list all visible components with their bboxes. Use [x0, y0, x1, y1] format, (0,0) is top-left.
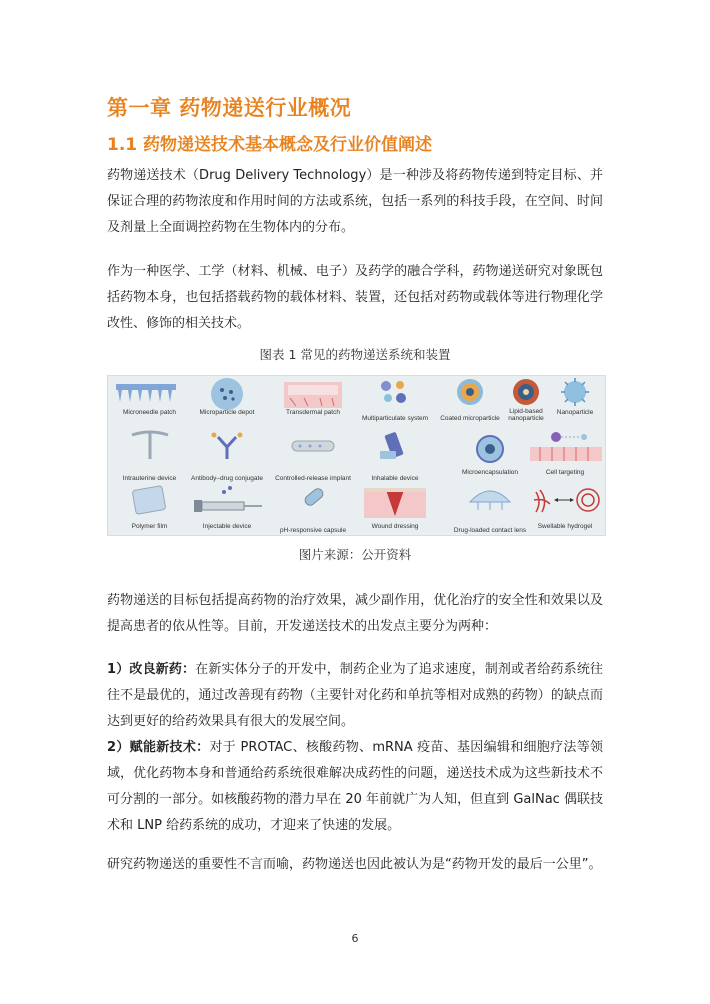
drug-delivery-figure	[107, 375, 606, 536]
paragraph-enabling-tech	[107, 735, 603, 839]
multiparticulate-system-icon	[356, 376, 434, 416]
item-label: Controlled-release implant	[275, 475, 351, 482]
improved-drugs-label: 1）改良新药：	[107, 662, 196, 677]
coated-microparticle-icon	[434, 376, 506, 416]
figure-cell-coated-microparticle	[434, 376, 506, 429]
figure-cell-inhalable	[356, 429, 434, 482]
figure-cell-cell-targeting	[526, 429, 604, 482]
item-label: pH-responsive capsule	[279, 527, 347, 534]
polymer-film-icon	[108, 482, 191, 522]
antibody-drug-conjugate-icon	[184, 429, 270, 469]
figure-source: 图片来源：公开资料	[298, 547, 412, 562]
figure-cell-microparticle-depot	[184, 376, 270, 429]
figure-cell-ph-capsule	[270, 482, 356, 535]
figure-cell-microneedle	[108, 376, 191, 429]
figure-cell-wound-dressing	[356, 482, 434, 535]
paragraph-goals: 药物递送的目标包括提高药物的治疗效果，减少副作用，优化治疗的安全性和效果以及提高患者的依从性等。目前，开发递送技术的出发点主要分为两种：	[107, 593, 603, 634]
item-label: Microneedle patch	[122, 409, 177, 416]
intrauterine-device-icon	[108, 429, 191, 469]
item-label: Nanoparticle	[556, 409, 594, 416]
paragraph-definition: 药物递送技术（Drug Delivery Technology）是一种涉及将药物传递到特定目标、并保证合理的药物浓度和作用时间的方法或系统，包括一系列的科技手段，在空间、时间及剂量上全面调控药物在生物体内的分布。	[107, 168, 603, 235]
figure-cell-intrauterine	[108, 429, 191, 482]
item-label: Polymer film	[131, 523, 168, 530]
item-label: Wound dressing	[371, 523, 419, 530]
inhalable-device-icon	[356, 429, 434, 469]
item-label: Microparticle depot	[199, 409, 255, 416]
item-label: Injectable device	[202, 523, 252, 530]
paragraph-improved-drugs	[107, 657, 603, 735]
controlled-release-implant-icon	[270, 429, 356, 469]
page-number: 6	[351, 932, 359, 945]
item-label: Coated microparticle	[440, 415, 500, 422]
figure-cell-multiparticulate	[356, 376, 434, 429]
item-label: Intrauterine device	[122, 475, 177, 482]
paragraph-importance: 研究药物递送的重要性不言而喻，药物递送也因此被认为是“药物开发的最后一公里”。	[107, 857, 602, 872]
item-label: Lipid-based nanoparticle	[508, 408, 544, 422]
wound-dressing-icon	[356, 482, 434, 522]
swellable-hydrogel-icon	[526, 482, 604, 522]
figure-cell-polymer-film	[108, 482, 191, 535]
item-label: Transdermal patch	[286, 409, 340, 416]
ph-responsive-capsule-icon	[270, 482, 356, 522]
item-label: Inhalable device	[371, 475, 419, 482]
enabling-tech-text: 对于 PROTAC、核酸药物、mRNA 疫苗、基因编辑和细胞疗法等领域，优化药物本身和普通给药系统很难解决成药性的问题，递送技术成为这些新技术不可分割的一部分。如核酸药物的潜力早在 20 年前就广为人知，但直到 GalNac 偶联技术和 LNP 给药系统的成功，才迎来了快速的发展。	[107, 740, 604, 833]
item-label: Microencapsulation	[461, 469, 518, 476]
item-label: Swellable hydrogel	[537, 523, 593, 530]
figure-cell-adc	[184, 429, 270, 482]
figure-cell-nanoparticle	[546, 376, 604, 429]
item-label: Antibody–drug conjugate	[191, 475, 263, 482]
item-label: Drug-loaded contact lens	[453, 527, 527, 534]
figure-caption: 图表 1 常见的药物递送系统和装置	[259, 347, 451, 362]
injectable-device-icon	[184, 482, 270, 522]
cell-targeting-icon	[526, 429, 604, 469]
figure-cell-implant	[270, 429, 356, 482]
improved-drugs-text: 在新实体分子的开发中，制药企业为了追求速度，制剂或者给药系统往往不是最优的，通过改善现有药物（主要针对化药和单抗等相对成熟的药物）的缺点而达到更好的给药效果具有很大的发展空间。	[107, 662, 603, 729]
section-title: 1.1 药物递送技术基本概念及行业价值阐述	[107, 135, 433, 155]
figure-cell-lipid-nanoparticle	[506, 376, 546, 429]
figure-cell-injectable	[184, 482, 270, 535]
item-label: Cell targeting	[545, 469, 585, 476]
figure-cell-transdermal	[270, 376, 356, 429]
figure-cell-hydrogel	[526, 482, 604, 535]
paragraph-discipline: 作为一种医学、工学（材料、机械、电子）及药学的融合学科，药物递送研究对象既包括药物本身，也包括搭载药物的载体材料、装置，还包括对药物或载体等进行物理化学改性、修饰的相关技术。	[107, 264, 603, 331]
enabling-tech-label: 2）赋能新技术：	[107, 740, 210, 755]
chapter-title: 第一章 药物递送行业概况	[107, 96, 352, 120]
item-label: Multiparticulate system	[361, 415, 429, 422]
